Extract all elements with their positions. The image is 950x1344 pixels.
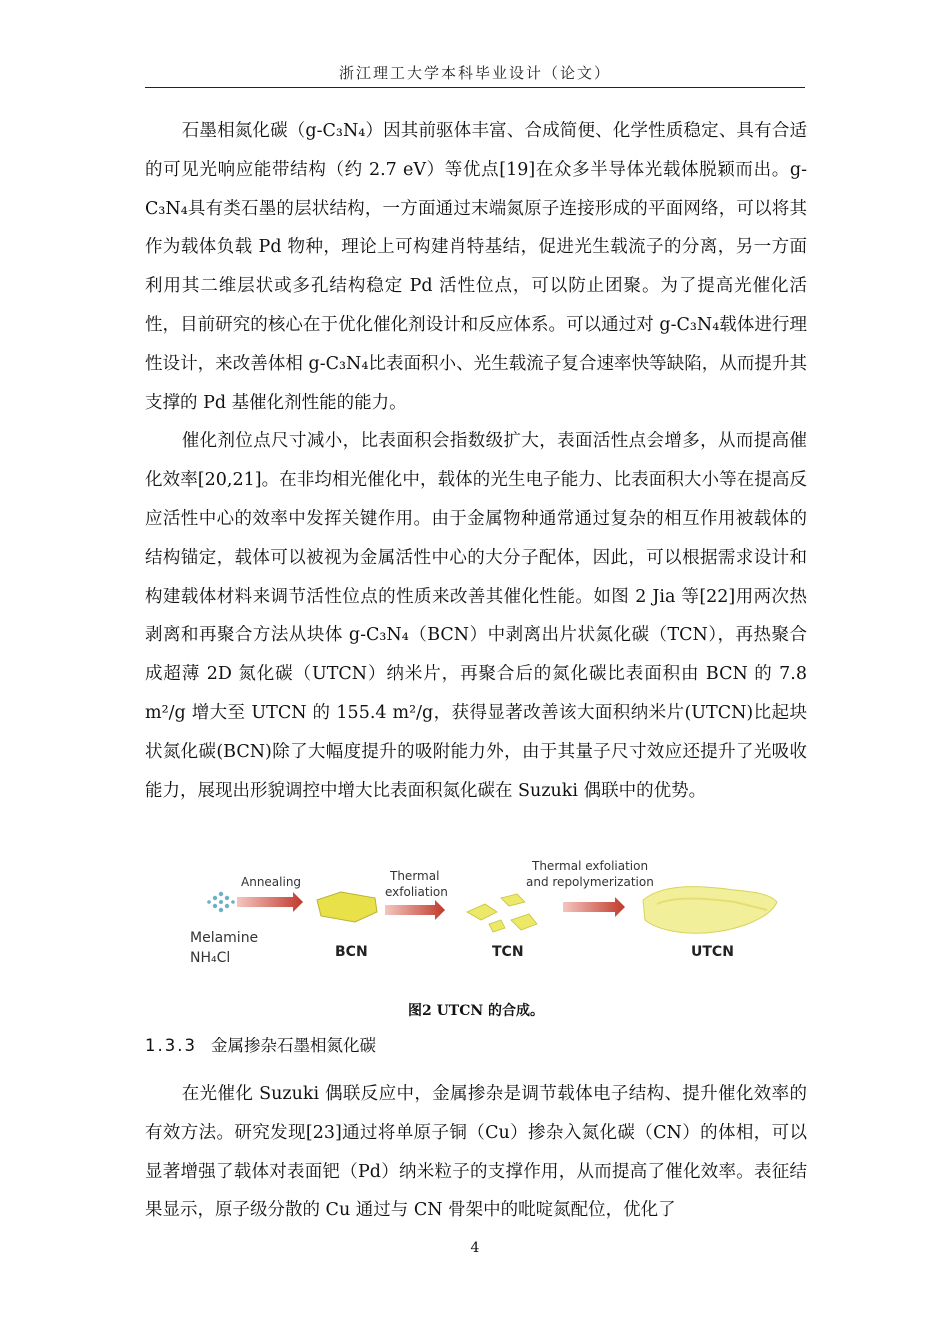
label-tcn: TCN	[492, 944, 524, 961]
tcn-material-icon	[467, 894, 537, 932]
paragraph-1: 石墨相氮化碳（g-C₃N₄）因其前驱体丰富、合成简便、化学性质稳定、具有合适的可见光响应能带结构（约 2.7 eV）等优点[19]在众多半导体光载体脱颖而出。g-C₃N₄具有类石墨的层状结构，一方面通过末端氮原子连接形成的平面网络，可以将其作为载体负载 Pd 物种，理论上可构建肖特基结，促进光生载流子的分离，另一方面利用其二维层状或多孔结构稳定 Pd 活性位点，可以防止团聚。为了提高光催化活性，目前研究的核心在于优化催化剂设计和反应体系。可以通过对 g-C₃N₄载体进行理性设计，来改善体相 g-C₃N₄比表面积小、光生载流子复合速率快等缺陷，从而提升其支撑的 Pd 基催化剂性能的能力。	[145, 121, 807, 413]
section-title: 金属掺杂石墨相氮化碳	[211, 1036, 376, 1055]
label-nh4cl: NH₄Cl	[190, 950, 231, 967]
arrow-exfoliation-icon	[385, 900, 445, 920]
molecule-icon	[207, 892, 235, 912]
synthesis-scheme	[145, 820, 807, 970]
label-bcn: BCN	[335, 944, 368, 961]
utcn-material-icon	[643, 887, 777, 934]
label-repoly-1: Thermal exfoliation	[532, 859, 649, 874]
label-thermal: Thermal	[390, 869, 440, 884]
header-rule	[145, 87, 805, 88]
section-heading	[145, 1032, 376, 1056]
label-utcn: UTCN	[691, 944, 734, 961]
figure-utcn-synthesis	[145, 820, 807, 970]
figure-caption: 图2 UTCN 的合成。	[407, 1003, 545, 1019]
main-text	[145, 112, 807, 970]
label-melamine: Melamine	[190, 930, 259, 947]
page-number: 4	[470, 1240, 480, 1256]
bcn-material-icon	[317, 892, 377, 922]
paragraph-2: 催化剂位点尺寸减小，比表面积会指数级扩大，表面活性点会增多，从而提高催化效率[20,21]。在非均相光催化中，载体的光生电子能力、比表面积大小等在提高反应活性中心的效率中发挥关键作用。由于金属物种通常通过复杂的相互作用被载体的结构锚定，载体可以被视为金属活性中心的大分子配体，因此，可以根据需求设计和构建载体材料来调节活性位点的性质来改善其催化性能。如图 2 Jia 等[22]用两次热剥离和再聚合方法从块体 g-C₃N₄（BCN）中剥离出片状氮化碳（TCN），再热聚合成超薄 2D 氮化碳（UTCN）纳米片，再聚合后的氮化碳比表面积由 BCN 的 7.8 m²/g 增大至 UTCN 的 155.4 m²/g，获得显著改善该大面积纳米片(UTCN)比起块状氮化碳(BCN)除了大幅度提升的吸附能力外，由于其量子尺寸效应还提升了光吸收能力，展现出形貌调控中增大比表面积氮化碳在 Suzuki 偶联中的优势。	[145, 431, 807, 801]
section-number: 1.3.3	[145, 1036, 197, 1055]
arrow-repolymerization-icon	[563, 897, 625, 917]
label-exfoliation: exfoliation	[385, 885, 448, 900]
arrow-annealing-icon	[237, 892, 303, 912]
paragraph-3: 在光催化 Suzuki 偶联反应中，金属掺杂是调节载体电子结构、提升催化效率的有效方法。研究发现[23]通过将单原子铜（Cu）掺杂入氮化碳（CN）的体相，可以显著增强了载体对表面钯（Pd）纳米粒子的支撑作用，从而提高了催化效率。表征结果显示，原子级分散的 Cu 通过与 CN 骨架中的吡啶氮配位，优化了	[145, 1084, 807, 1221]
section-text	[145, 1075, 807, 1230]
label-annealing: Annealing	[241, 875, 302, 890]
running-header: 浙江理工大学本科毕业设计（论文）	[338, 64, 611, 82]
label-repoly-2: and repolymerization	[526, 875, 654, 890]
